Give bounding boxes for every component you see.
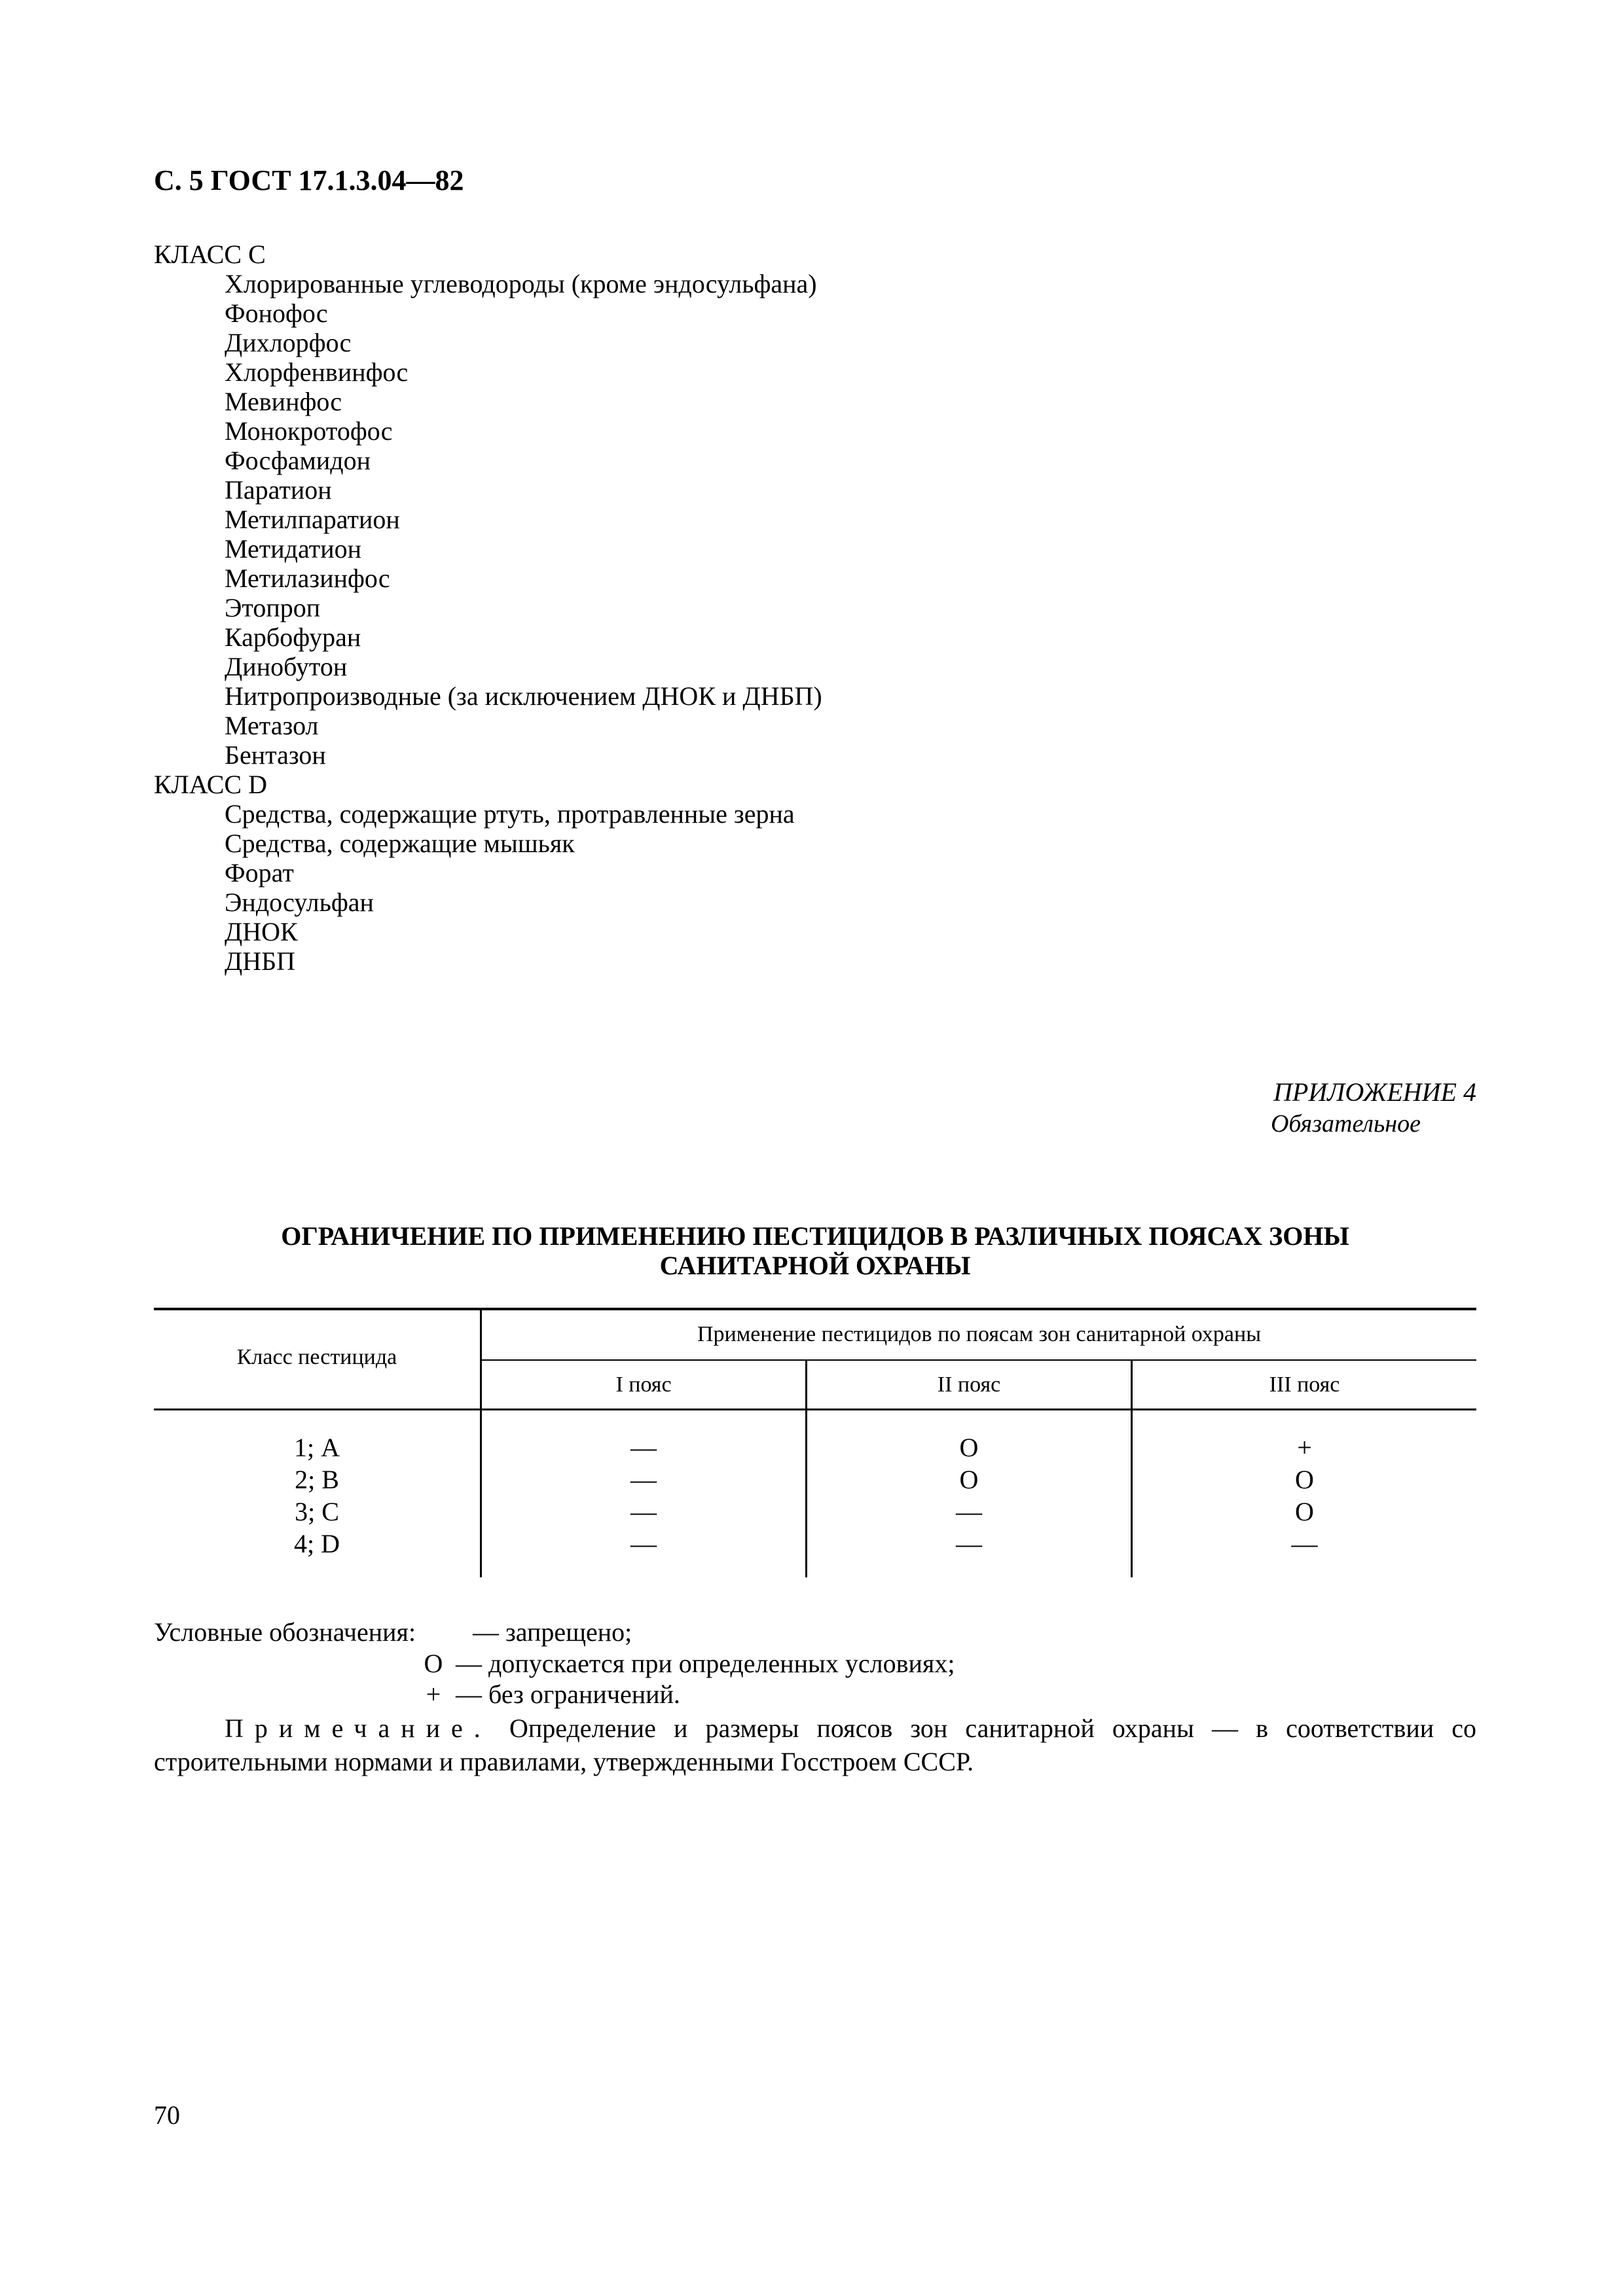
- class-c-title: КЛАСС С: [154, 240, 266, 269]
- list-item: Метазол: [225, 711, 319, 740]
- zone-1-cell: —: [630, 1497, 657, 1526]
- list-item: Форат: [225, 858, 294, 888]
- legend-text-allowed: — без ограничений.: [456, 1679, 680, 1709]
- zone-2-cell: —: [956, 1497, 982, 1526]
- note-paragraph: [154, 1712, 1476, 1778]
- list-item: ДНОК: [225, 917, 298, 946]
- list-item: Этопроп: [225, 593, 321, 622]
- class-d-title: КЛАСС D: [154, 770, 267, 799]
- legend-text-forbidden: — запрещено;: [473, 1617, 632, 1647]
- page-number: 70: [154, 2100, 180, 2130]
- table-title-line1: ОГРАНИЧЕНИЕ ПО ПРИМЕНЕНИЮ ПЕСТИЦИДОВ В РАЗЛИЧНЫХ ПОЯСАХ ЗОНЫ: [281, 1221, 1349, 1251]
- list-item: Мевинфос: [225, 387, 342, 416]
- appendix-subtitle: Обязательное: [1270, 1110, 1421, 1138]
- list-item: Средства, содержащие мышьяк: [225, 829, 575, 858]
- list-item: Метилпаратион: [225, 505, 400, 534]
- list-item: Карбофуран: [225, 622, 361, 652]
- table-header-rule: [154, 1408, 1476, 1410]
- class-cell: 4; D: [294, 1529, 340, 1558]
- list-item: Метилазинфос: [225, 564, 390, 593]
- zone-1-cell: —: [630, 1529, 657, 1558]
- legend-symbol-allowed: +: [426, 1679, 441, 1709]
- legend-text-conditional: — допускается при определенных условиях;: [456, 1649, 955, 1678]
- zone-3-cell: +: [1297, 1433, 1312, 1462]
- class-cell: 2; В: [295, 1465, 339, 1494]
- list-item: Эндосульфан: [225, 888, 374, 917]
- class-cell: 3; С: [295, 1497, 339, 1526]
- zone-1-cell: —: [630, 1433, 657, 1462]
- zone-1-cell: —: [630, 1465, 657, 1494]
- list-item: Динобутон: [225, 652, 348, 681]
- column-header-class: Класс пестицида: [236, 1345, 397, 1369]
- list-item: Бентазон: [225, 740, 326, 770]
- list-item: Хлорфенвинфос: [225, 357, 409, 387]
- zone-3-cell: —: [1291, 1529, 1318, 1558]
- column-header-zone-3: III пояс: [1269, 1372, 1340, 1397]
- zone-2-cell: О: [959, 1433, 979, 1462]
- table-title-line2: САНИТАРНОЙ ОХРАНЫ: [659, 1251, 971, 1280]
- page-header: С. 5 ГОСТ 17.1.3.04—82: [154, 164, 464, 196]
- table-top-rule: [154, 1308, 1476, 1310]
- list-item: Нитропроизводные (за исключением ДНОК и ДНБП): [225, 681, 822, 711]
- class-cell: 1; А: [294, 1433, 340, 1462]
- zone-2-cell: О: [959, 1465, 979, 1494]
- note-text: Определение и размеры поясов зон санитарной охраны — в соответствии со строительными нормами и правилами, утвержденными Госстроем СССР.: [154, 1713, 1477, 1776]
- list-item: Фонофос: [225, 298, 328, 328]
- legend-symbol-conditional: О: [424, 1649, 443, 1678]
- note-label: Примечание.: [225, 1713, 492, 1743]
- zone-3-cell: О: [1295, 1497, 1314, 1526]
- list-item: Монокротофос: [225, 416, 393, 446]
- list-item: Фосфамидон: [225, 446, 371, 475]
- column-group-header: Применение пестицидов по поясам зон санитарной охраны: [697, 1322, 1262, 1346]
- list-item: Хлорированные углеводороды (кроме эндосульфана): [225, 269, 817, 298]
- list-item: Средства, содержащие ртуть, протравленные зерна: [225, 799, 795, 829]
- appendix-title: ПРИЛОЖЕНИЕ 4: [1273, 1077, 1476, 1107]
- table-group-rule: [481, 1359, 1476, 1361]
- list-item: Метидатион: [225, 534, 362, 564]
- legend-label: Условные обозначения:: [154, 1617, 416, 1647]
- column-header-zone-1: I пояс: [615, 1372, 672, 1397]
- column-header-zone-2: II пояс: [937, 1372, 1001, 1397]
- list-item: ДНБП: [225, 946, 296, 976]
- zone-3-cell: О: [1295, 1465, 1314, 1494]
- list-item: Паратион: [225, 475, 332, 505]
- zone-2-cell: —: [956, 1529, 982, 1558]
- list-item: Дихлорфос: [225, 328, 352, 357]
